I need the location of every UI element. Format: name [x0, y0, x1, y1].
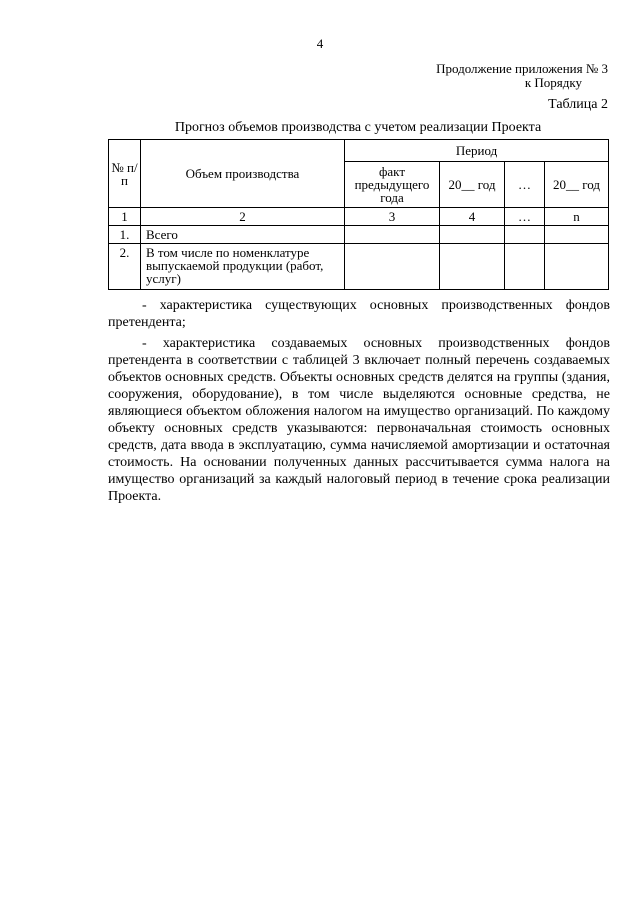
row-cell	[345, 244, 440, 290]
index-cell: n	[545, 208, 609, 226]
table-number: Таблица 2	[548, 97, 608, 112]
row-cell	[440, 226, 505, 244]
row-label: В том числе по номенклатуре выпускаемой продукции (работ, услуг)	[141, 244, 345, 290]
appendix-continuation: Продолжение приложения № 3	[436, 61, 608, 76]
header-year-n: 20__ год	[545, 162, 609, 208]
forecast-table	[108, 139, 609, 290]
table-row	[109, 244, 609, 290]
index-cell: 3	[345, 208, 440, 226]
row-cell	[545, 226, 609, 244]
index-cell: 2	[141, 208, 345, 226]
index-cell: …	[505, 208, 545, 226]
page-number: 4	[316, 36, 324, 51]
header-volume: Объем производства	[141, 140, 345, 208]
row-cell	[505, 226, 545, 244]
header-fact-prev-year: факт предыдущего года	[345, 162, 440, 208]
header-num: № п/п	[109, 140, 141, 208]
index-cell: 1	[109, 208, 141, 226]
row-cell	[545, 244, 609, 290]
index-row	[109, 208, 609, 226]
row-num: 1.	[109, 226, 141, 244]
paragraph-created-funds: - характеристика создаваемых основных производственных фондов претендента в соответствии с таблицей 3 включает полный перечень создаваемых объектов основных средств. Объекты основных средств делятся на группы (здания, сооружения, оборудование), в том числе выделяются основные средства, не являющиеся объектом обложения налогом на имущество организаций. По каждому объекту основных средств указываются: первоначальная стоимость основных средств, дата ввода в эксплуатацию, сумма начисляемой амортизации и остаточная стоимость. На основании полученных данных рассчитывается сумма налога на имущество организаций за каждый налоговый период в течение срока реализации Проекта.	[108, 336, 610, 504]
order-reference: к Порядку	[524, 75, 582, 90]
row-cell	[440, 244, 505, 290]
header-period: Период	[345, 140, 609, 162]
row-cell	[505, 244, 545, 290]
header-dots: …	[505, 162, 545, 208]
paragraph-existing-funds: - характеристика существующих основных производственных фондов претендента;	[108, 298, 610, 330]
row-cell	[345, 226, 440, 244]
index-cell: 4	[440, 208, 505, 226]
table-title: Прогноз объемов производства с учетом реализации Проекта	[174, 120, 542, 135]
row-num: 2.	[109, 244, 141, 290]
header-year-1: 20__ год	[440, 162, 505, 208]
row-label: Всего	[141, 226, 345, 244]
table-row	[109, 226, 609, 244]
